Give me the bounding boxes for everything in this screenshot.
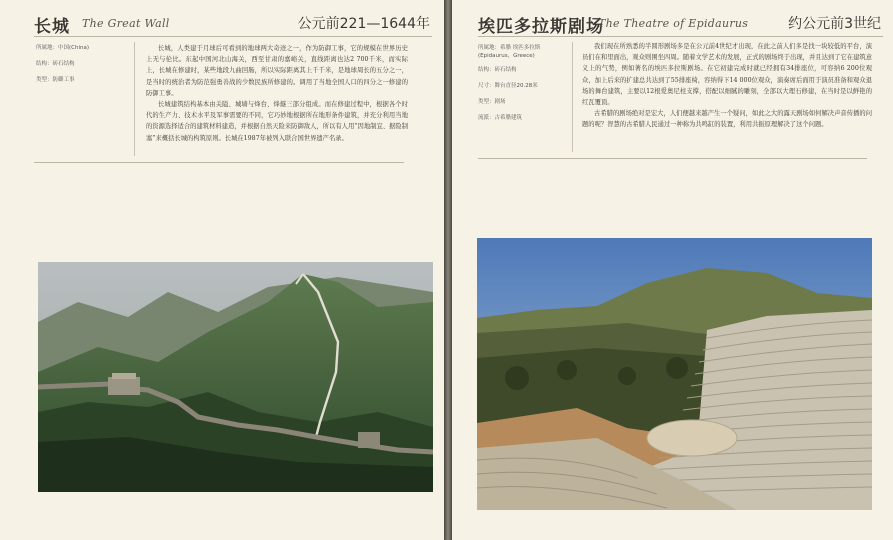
left-page [0, 0, 444, 540]
info-structure: 结构：砖石结构 [36, 61, 75, 67]
epidaurus-paragraph-2: 古希腊的剧场绝对是宏大，人们便越来越产生一个疑问，如此之大的露天剧场如何解决声音传播的问题的呢？智慧的古希腊人民通过一种称为共鸣缸的装置，利用共振原理解决了这个问题。 [582, 110, 872, 129]
epidaurus-theatre-photo [477, 238, 872, 510]
great-wall-date: 公元前221—1644年 [297, 16, 430, 32]
right-info-divider [572, 42, 573, 152]
epidaurus-title-en: The Theatre of Epidaurus [598, 17, 749, 30]
great-wall-title-en: The Great Wall [82, 17, 170, 30]
great-wall-body [146, 43, 408, 144]
page-gutter [444, 0, 452, 540]
info-location: 所属地：中国(China) [36, 45, 90, 51]
great-wall-paragraph-1: 长城，人类建于月球后可看到的地球两大奇迹之一，作为防御工事，它的规模在世界历史上无与伦比。东起中国河北山海关，西至甘肃的嘉峪关，直线距离也达2 700千米，而实际上，长城在修建时，某些地段九曲回肠，所以实际距离其上千千米，是地球周长的五分之一，是当时的统治者为防范强勇善战的少数民族所修建的。调用了当地全国人口的四分之一修建的防御工事。 [146, 45, 408, 97]
right-page-header [478, 10, 883, 37]
info-structure: 结构：砖石结构 [478, 67, 517, 73]
epidaurus-body [582, 41, 872, 131]
info-type: 类型：剧场 [478, 99, 506, 105]
right-text-rule [478, 158, 867, 159]
epidaurus-info-list [478, 44, 570, 130]
great-wall-info-list [36, 44, 128, 92]
epidaurus-title-cn: 埃匹多拉斯剧场 [478, 17, 604, 37]
epidaurus-date: 约公元前3世纪 [788, 16, 881, 32]
left-page-header [34, 10, 432, 37]
info-size: 尺寸：舞台直径20.28米 [478, 83, 538, 89]
left-info-divider [134, 42, 135, 156]
info-style: 流派：古希腊建筑 [478, 115, 523, 121]
great-wall-photo [38, 262, 433, 492]
info-type: 类型：防御工事 [36, 77, 75, 83]
right-page [452, 0, 893, 540]
info-location: 所属地：希腊 埃匹多拉斯(Epidaurus，Greece) [478, 45, 541, 59]
great-wall-paragraph-2: 长城建筑结构基本由关隘、城墙与烽台、烽燧三部分组成。而在修建过程中，根据各个时代的生产力、技术水平及军事需要的不同，它巧妙地根据所在地形条件建筑，并充分利用当地的资源选择适合的建筑材料建造，并根据自然天险来防御敌人，所以有人用“因地制宜、据险制塞”来概括长城的构筑原则。长城在1987年被列入联合国世界遗产名录。 [146, 101, 408, 142]
left-text-rule [34, 162, 404, 163]
epidaurus-paragraph-1: 我们现在所熟悉的半圆形剧场多是在公元前4世纪才出现，在此之前人们多是找一块较低的平台，演员们在和里面出，观众则围坐四周。随着文学艺术的发展，正式的剧场终于出现，并且达到了它在建筑意义上的气势，例如著名的埃匹多拉斯剧场。在它初建完成时就已经拥有34排座位，可容纳6 200位观众，加上后来的扩建总共达到了55排座椅，容纳得下14 000位观众，演奏席后面用于演员准备和观众退场的舞台建筑，主要以12根爱奥尼柱支撑，搭配以细腻的雕刻，全部以大理石修建，在当时是以鲜艳的红瓦覆顶。 [582, 43, 872, 107]
great-wall-title-cn: 长城 [34, 17, 70, 37]
